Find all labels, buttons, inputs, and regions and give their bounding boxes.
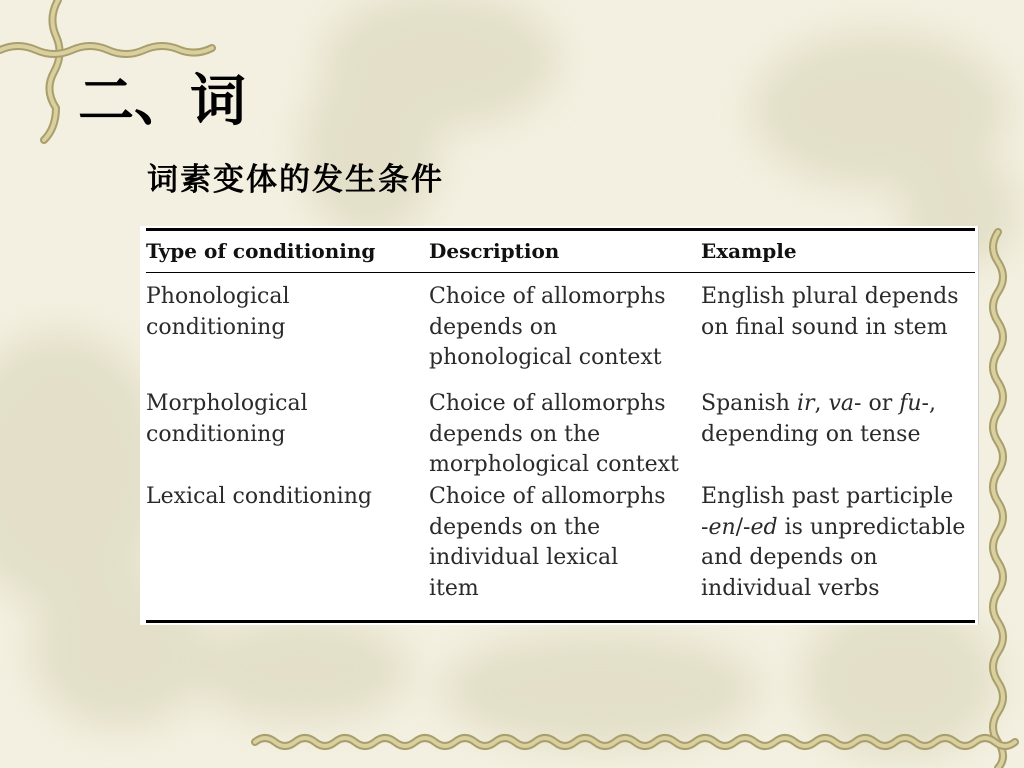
type-cell <box>146 282 290 343</box>
text-segment: /- <box>735 514 751 540</box>
cell-line: conditioning <box>146 421 286 447</box>
top-vine-decoration <box>0 46 212 54</box>
cell-line: Choice of allomorphs <box>429 391 666 416</box>
italic-form: fu <box>899 391 922 416</box>
cell-line: depends on the <box>429 514 601 540</box>
slide-subtitle: 词素变体的发生条件 <box>147 162 444 198</box>
cell-line: and depends on <box>701 545 878 570</box>
left-vine-decoration <box>44 0 60 140</box>
example-cell <box>701 482 965 604</box>
type-cell <box>146 389 308 450</box>
conditioning-table <box>140 226 978 625</box>
cell-line: depends on <box>429 314 558 340</box>
description-cell <box>429 282 666 374</box>
example-cell <box>701 389 936 450</box>
cell-line: phonological context <box>429 345 662 370</box>
table-bottom-rule <box>146 620 975 623</box>
cell-line: Morphological <box>146 391 308 416</box>
background-flower <box>190 615 410 725</box>
description-cell <box>429 482 666 604</box>
italic-form: ir <box>796 391 815 416</box>
table-header-rule <box>146 272 975 273</box>
table-top-rule <box>146 228 975 231</box>
text-segment: Spanish <box>701 391 797 416</box>
type-cell <box>146 482 372 513</box>
background-flower <box>440 630 760 750</box>
cell-line: Choice of allomorphs <box>429 284 666 309</box>
cell-line: English plural depends <box>701 284 959 309</box>
cell-line: morphological context <box>429 452 679 477</box>
cell-line: English past participle <box>701 484 954 509</box>
description-cell <box>429 389 679 481</box>
column-header-example: Example <box>701 239 797 263</box>
cell-line: Phonological <box>146 284 290 309</box>
column-header-type: Type of conditioning <box>146 239 376 263</box>
text-segment: - <box>701 514 709 540</box>
column-header-description: Description <box>429 239 560 263</box>
italic-form: va <box>828 391 855 416</box>
example-cell <box>701 282 959 343</box>
italic-form: en <box>708 514 736 540</box>
cell-line: conditioning <box>146 314 286 340</box>
cell-line <box>701 513 965 544</box>
text-segment: is unpredictable <box>777 514 966 540</box>
cell-line: depending on tense <box>701 421 921 447</box>
text-segment: , <box>814 391 829 416</box>
cell-line: individual verbs <box>701 575 880 601</box>
italic-form: ed <box>750 514 778 540</box>
background-flower <box>300 60 440 240</box>
cell-line: individual lexical <box>429 545 619 570</box>
cell-line: Choice of allomorphs <box>429 484 666 509</box>
cell-line: Lexical conditioning <box>146 484 372 509</box>
text-segment: - or <box>854 391 900 416</box>
cell-line <box>701 389 936 420</box>
cell-line: depends on the <box>429 421 601 447</box>
cell-line: on final sound in stem <box>701 314 948 340</box>
cell-line: item <box>429 575 479 601</box>
text-segment: -, <box>921 391 936 416</box>
slide-title: 二、词 <box>78 69 246 134</box>
